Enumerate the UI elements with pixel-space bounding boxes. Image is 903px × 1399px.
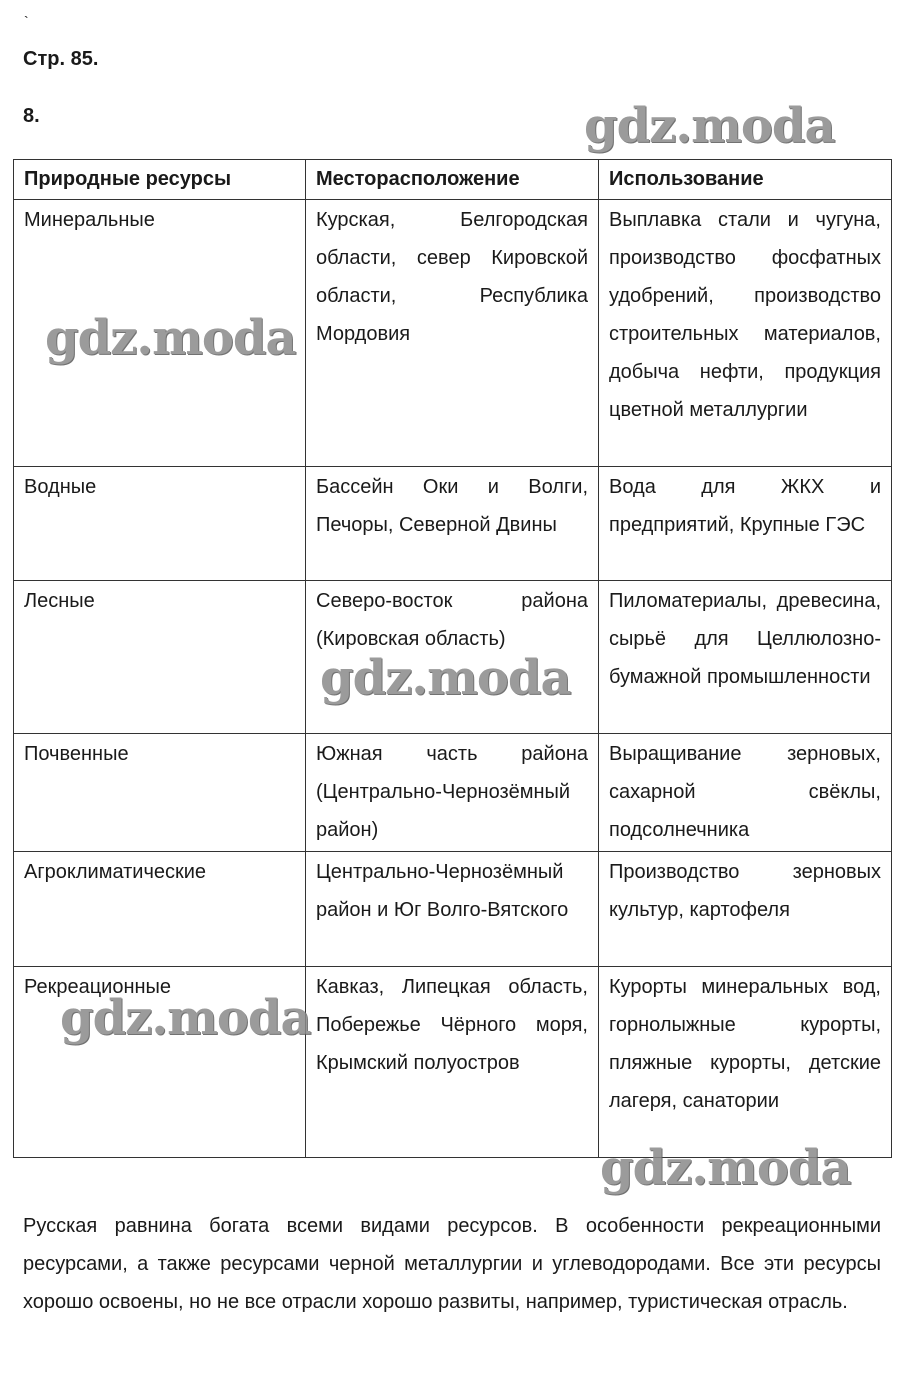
stray-mark: ` [24, 13, 29, 29]
cell-resource: Почвенные [14, 734, 306, 852]
cell-location: Северо-восток района (Кировская область) [306, 581, 599, 734]
cell-location: Курская, Белгородская области, север Кировской области, Республика Мордовия [306, 200, 599, 467]
cell-usage: Выращивание зерновых, сахарной свёклы, подсолнечника [599, 734, 892, 852]
cell-resource: Лесные [14, 581, 306, 734]
cell-resource: Рекреационные [14, 967, 306, 1158]
watermark: gdz.moda [60, 990, 311, 1046]
cell-usage: Курорты минеральных вод, горнолыжные курорты, пляжные курорты, детские лагеря, санатории [599, 967, 892, 1158]
watermark: gdz.moda [320, 650, 571, 706]
cell-usage: Пиломатериалы, древесина, сырьё для Целлюлозно-бумажной промышленности [599, 581, 892, 734]
table-row [14, 734, 892, 852]
cell-location: Центрально-Чернозёмный район и Юг Волго-Вятского [306, 852, 599, 967]
cell-usage: Производство зерновых культур, картофеля [599, 852, 892, 967]
table-row [14, 467, 892, 581]
header-location: Месторасположение [306, 160, 599, 200]
watermark: gdz.moda [584, 98, 835, 154]
cell-location: Южная часть района (Центрально-Чернозёмный район) [306, 734, 599, 852]
summary-paragraph: Русская равнина богата всеми видами ресурсов. В особенности рекреационными ресурсами, а также ресурсами черной металлургии и углеводородами. Все эти ресурсы хорошо освоены, но не все отрасли хорошо развиты, например, туристическая отрасль. [23, 1215, 881, 1313]
watermark: gdz.moda [600, 1140, 851, 1196]
page-heading: Стр. 85. [23, 48, 99, 70]
cell-resource: Агроклиматические [14, 852, 306, 967]
cell-resource: Минеральные [14, 200, 306, 467]
cell-usage: Вода для ЖКХ и предприятий, Крупные ГЭС [599, 467, 892, 581]
header-usage: Использование [599, 160, 892, 200]
cell-usage: Выплавка стали и чугуна, производство фосфатных удобрений, производство строительных материалов, добыча нефти, продукция цветной металлургии [599, 200, 892, 467]
task-number: 8. [23, 105, 40, 127]
cell-location: Кавказ, Липецкая область, Побережье Чёрного моря, Крымский полуостров [306, 967, 599, 1158]
table-row [14, 852, 892, 967]
table-header-row [14, 160, 892, 200]
cell-location: Бассейн Оки и Волги, Печоры, Северной Двины [306, 467, 599, 581]
watermark: gdz.moda [45, 310, 296, 366]
header-resources: Природные ресурсы [14, 160, 306, 200]
cell-resource: Водные [14, 467, 306, 581]
